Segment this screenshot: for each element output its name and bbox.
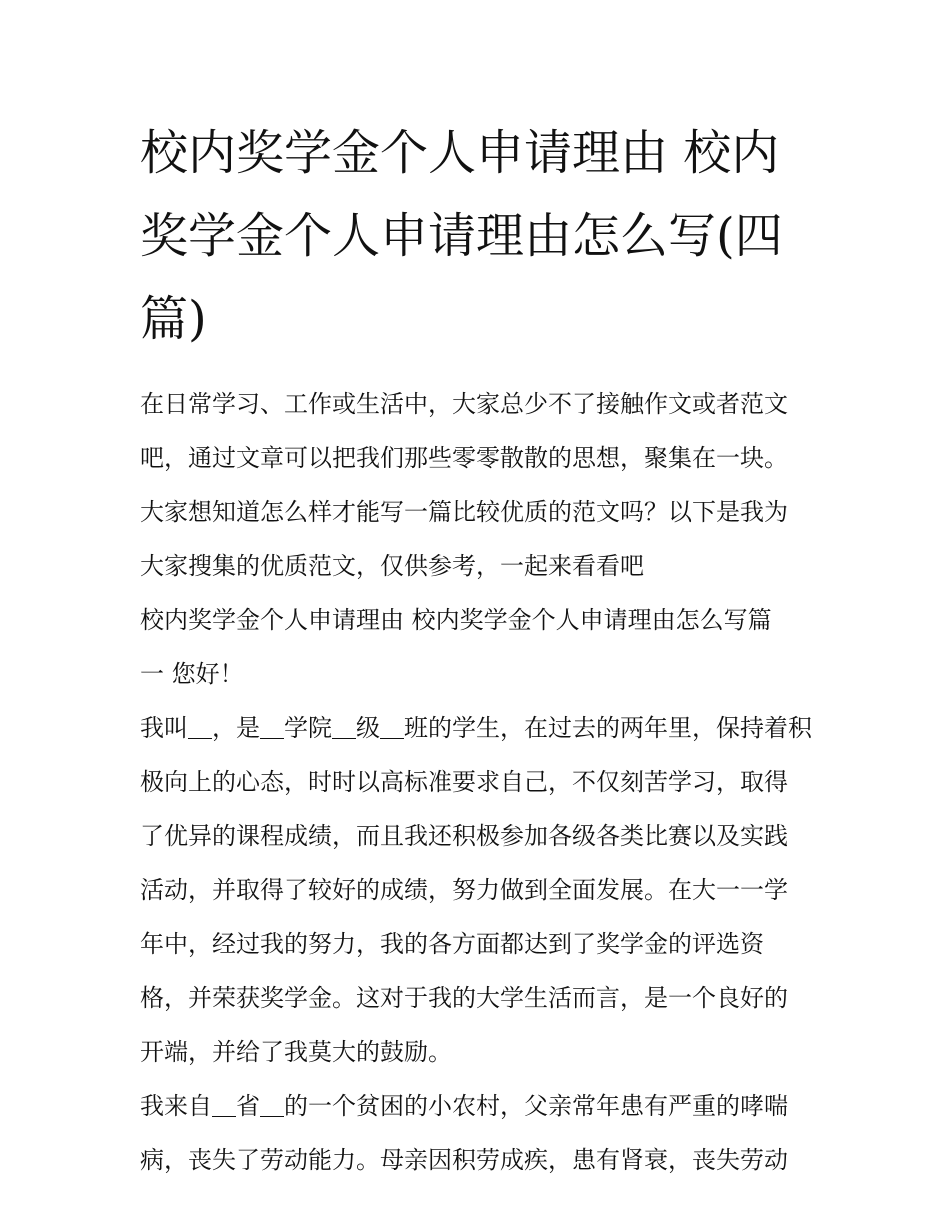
text-line: 极向上的心态，时时以高标准要求自己，不仅刻苦学习，取得 — [140, 768, 788, 796]
text-line: 我来自＿省＿的一个贫困的小农村，父亲常年患有严重的哮喘 — [140, 1092, 788, 1120]
text-line: 活动，并取得了较好的成绩，努力做到全面发展。在大一一学 — [140, 876, 788, 904]
title-line: 奖学金个人申请理由怎么写(四 — [140, 208, 783, 264]
text-line: 大家搜集的优质范文，仅供参考，一起来看看吧 — [140, 552, 644, 580]
intro-paragraph — [140, 377, 812, 593]
text-line: 格，并荣获奖学金。这对于我的大学生活而言，是一个良好的 — [140, 984, 788, 1012]
document-body — [140, 377, 812, 1187]
document-page — [140, 112, 812, 1187]
text-line: 在日常学习、工作或生活中，大家总少不了接触作文或者范文 — [140, 390, 788, 418]
text-line: 校内奖学金个人申请理由 校内奖学金个人申请理由怎么写篇 — [140, 606, 772, 634]
text-line: 一 您好！ — [140, 660, 244, 688]
text-line: 了优异的课程成绩，而且我还积极参加各级各类比赛以及实践 — [140, 822, 788, 850]
body-paragraph — [140, 701, 812, 1079]
text-line: 开端，并给了我莫大的鼓励。 — [140, 1038, 452, 1066]
section-heading-paragraph — [140, 593, 812, 701]
page-title — [140, 112, 812, 361]
text-line: 病，丧失了劳动能力。母亲因积劳成疾，患有肾衰，丧失劳动 — [140, 1146, 788, 1174]
text-line: 我叫＿，是＿学院＿级＿班的学生，在过去的两年里，保持着积 — [140, 714, 812, 742]
body-paragraph — [140, 1079, 812, 1187]
title-line: 篇) — [140, 291, 207, 347]
title-line: 校内奖学金个人申请理由 校内 — [140, 125, 780, 181]
text-line: 年中，经过我的努力，我的各方面都达到了奖学金的评选资 — [140, 930, 764, 958]
text-line: 大家想知道怎么样才能写一篇比较优质的范文吗？以下是我为 — [140, 498, 788, 526]
text-line: 吧，通过文章可以把我们那些零零散散的思想，聚集在一块。 — [140, 444, 788, 472]
